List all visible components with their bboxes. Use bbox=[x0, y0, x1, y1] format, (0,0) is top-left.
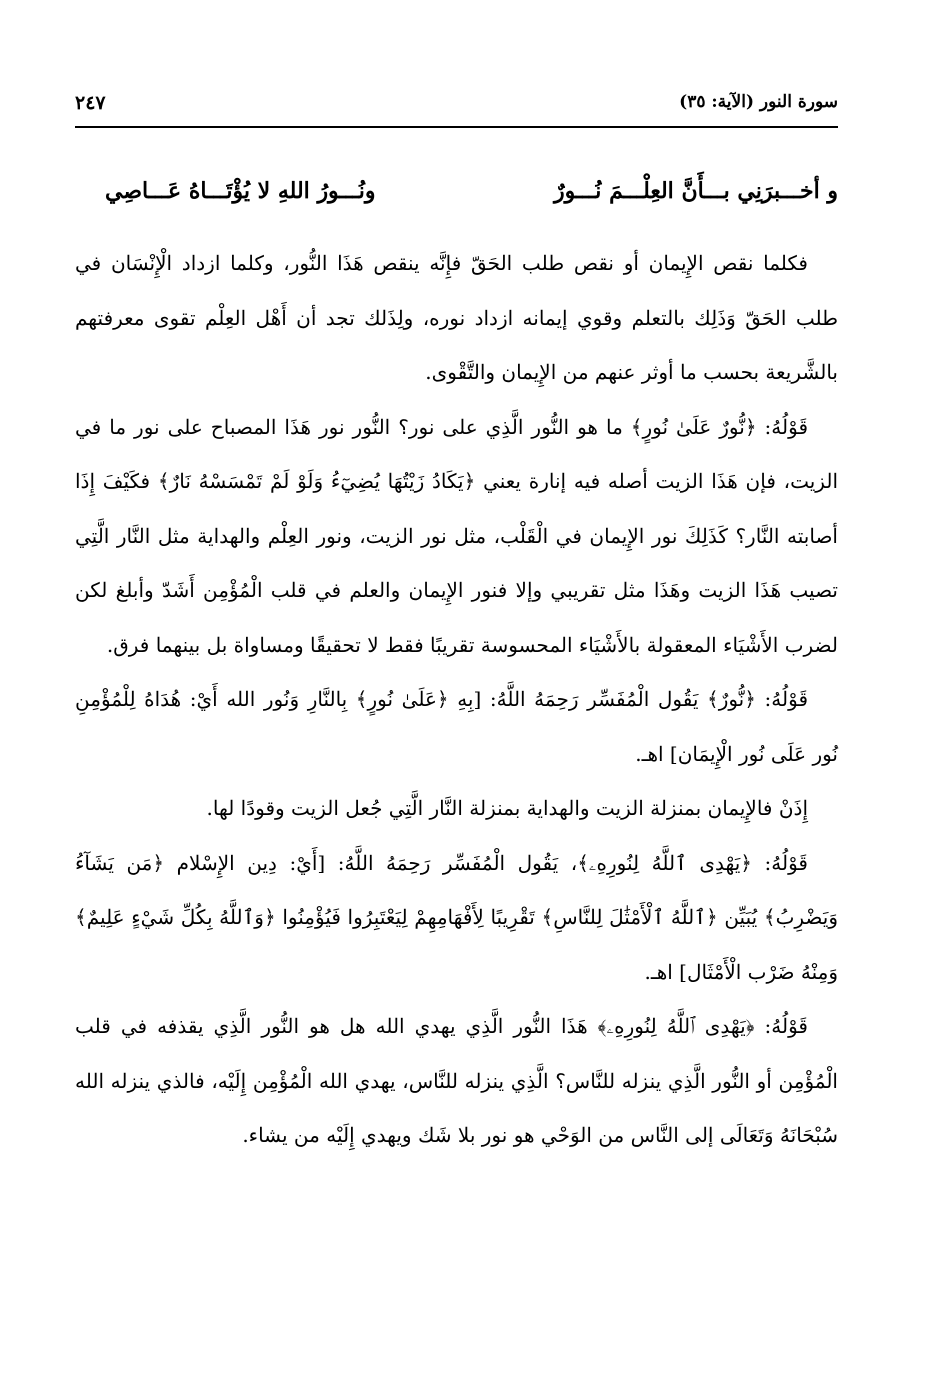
paragraph: إِذَنْ فالإِيمان بمنزلة الزيت والهداية بمنزلة النَّار الَّتِي جُعل الزيت وقودًا لها. bbox=[206, 796, 808, 820]
verse-hemistich-second: ونُـــورُ اللهِ لا يُؤْتَـــاهُ عَـــاصِي bbox=[105, 178, 376, 204]
paragraph: قَوْلُهُ: ﴿نُّورٌ عَلَىٰ نُورٍ﴾ ما هو النُّور الَّذِي على نور؟ النُّور نور هَذَا المصباح على نور ما في الزيت، فإن هَذَا الزيت أصله فيه إنارة يعني ﴿يَكَادُ زَيْتُهَا يُضِيٓءُ وَلَوْ لَمْ تَمْسَسْهُ نَارٌ﴾ فكَيْفَ إِذَا أصابته النَّار؟ كَذَلِكَ نور الإِيمان في الْقَلْب، مثل نور الزيت، ونور العِلْم والهداية مثل النَّار الَّتِي تصيب هَذَا الزيت وهَذَا مثل تقريبي وإلا فنور الإِيمان والعلم في قلب الْمُؤْمِن أَشَدّ وأبلغ لكن لضرب الأَشْيَاء المعقولة بالأَشْيَاء المحسوسة تقريبًا فقط لا تحقيقًا ومساواة بل بينهما فرق. bbox=[75, 414, 838, 657]
paragraph: قَوْلُهُ: ﴿نُّورٌ﴾ يَقُول الْمُفَسِّر رَحِمَهُ اللَّهُ: [بِهِ ﴿عَلَىٰ نُورٍ﴾ بِالنَّارِ وَنُور الله أَيْ: هُدَاهُ لِلْمُؤْمِنِ نُور عَلَى نُور الْإِيمَان] اهـ. bbox=[75, 687, 838, 766]
body-text bbox=[75, 236, 838, 1163]
poetry-verse bbox=[75, 168, 838, 218]
page-header bbox=[75, 92, 838, 126]
paragraph: فكلما نقص الإِيمان أو نقص طلب الحَقّ فإِنَّه ينقص هَذَا النُّور، وكلما ازداد الْإِنْسَان في طلب الحَقّ وَذَلِك بالتعلم وقوي إيمانه ازداد نوره، ولِذَلك تجد أن أَهْل العِلْم تقوى معرفتهم بالشَّريعة بحسب ما أوثر عنهم من الإِيمان والتَّقْوى. bbox=[75, 251, 838, 384]
paragraph: قَوْلُهُ: ﴿يَهْدِى ٱللَّهُ لِنُورِهِۦ﴾، يَقُول الْمُفَسِّر رَحِمَهُ اللَّهُ: [أَيْ: دِين الإِسْلام ﴿مَن يَشَآءُ وَيَضْرِبُ﴾ يُبَيِّن ﴿ٱللَّهُ ٱلْأَمْثَٰلَ لِلنَّاسِ﴾ تَقْرِيبًا لِأَفْهَامِهِمْ لِيَعْتَبِرُوا فَيُؤْمِنُوا ﴿وَٱللَّهُ بِكُلِّ شَيْءٍ عَلِيمٌ﴾ وَمِنْهُ ضَرْب الْأَمْثَال] اهـ. bbox=[75, 850, 838, 984]
paragraph: قَوْلُهُ: ﴿يَهْدِى ٱللَّهُ لِنُورِهِۦ﴾ هَذَا النُّور الَّذِي يهدي الله هل هو النُّور الَّذِي يقذفه في قلب الْمُؤْمِن أو النُّور الَّذِي ينزله للنَّاس؟ الَّذِي ينزله للنَّاس، يهدي الله الْمُؤْمِن إِلَيْه، فالذي ينزله الله سُبْحَانَهُ وَتَعَالَى إلى النَّاس من الوَحْي هو نور بلا شَك ويهدي إِلَيْه من يشاء. bbox=[75, 1014, 838, 1147]
verse-hemistich-first: و أخـــبرَنِي بـــأَنَّ العِلْـــمَ نُـــورٌ bbox=[553, 178, 838, 204]
page-number: ٢٤٧ bbox=[75, 92, 106, 114]
surah-title: سورة النور (الآية: ٣٥) bbox=[679, 92, 838, 112]
header-divider bbox=[75, 126, 838, 128]
